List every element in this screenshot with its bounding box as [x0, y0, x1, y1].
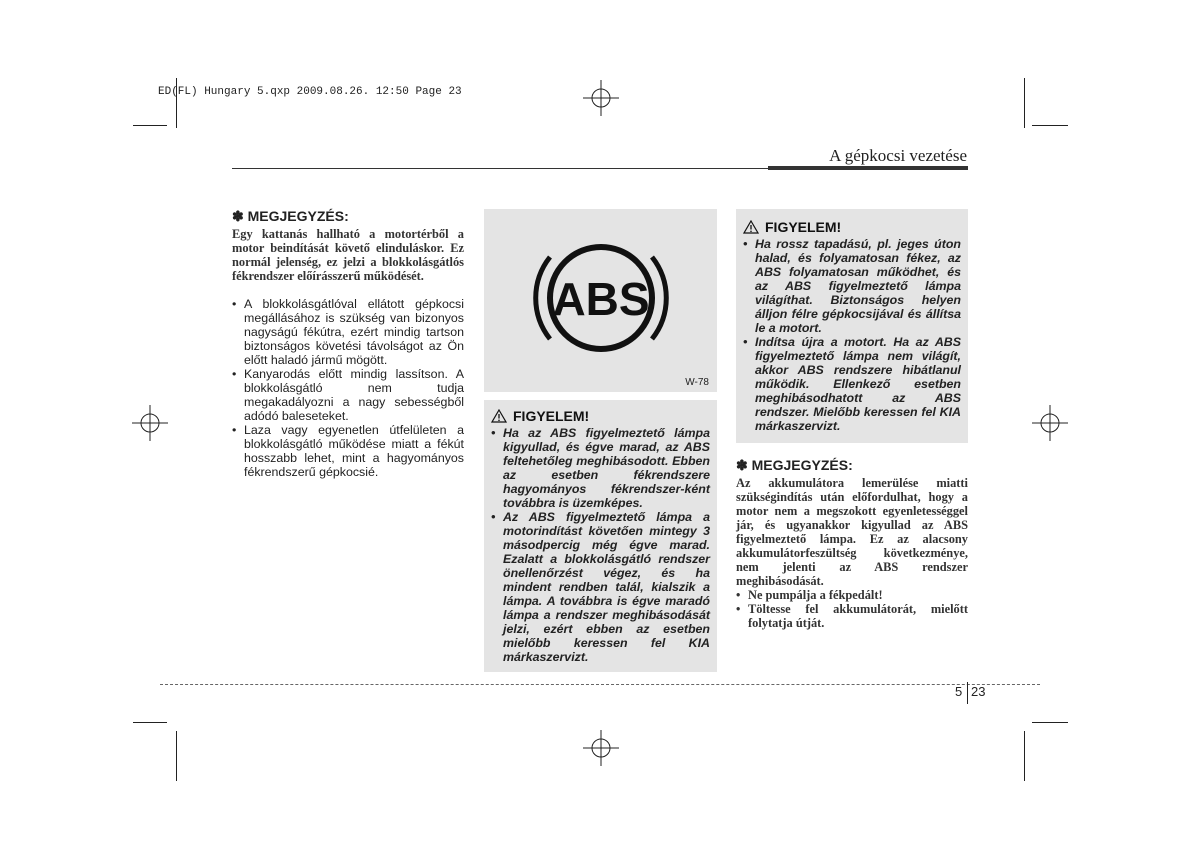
page-number-value: 23 — [971, 684, 986, 699]
bullet-icon: • — [491, 510, 496, 524]
list-item: • Ne pumpálja a fékpedált! — [736, 588, 883, 602]
crop-mark — [1024, 78, 1025, 128]
bullet-icon: • — [743, 237, 748, 251]
page-number — [955, 684, 986, 699]
list-item: • Indítsa újra a motort. Ha az ABS figyelmeztető lámpa nem világít, akkor ABS rendszere hibátlanul működik. Ellenkező esetben meghibásodhatott az ABS rendszer. Mielőbb keressen fel KIA márkaszervizt. — [743, 335, 961, 433]
registration-mark-icon — [583, 80, 619, 116]
chapter-number: 5 — [955, 684, 963, 699]
list-item: • Ha az ABS figyelmeztető lámpa kigyullad, és égve marad, az ABS feltehetőleg meghibásodott. Ebben az esetben fékrendszere hagyományos fékrendszer-ként továbbra is üzemképes. — [491, 426, 710, 510]
warning-box — [736, 209, 968, 443]
note-intro: Egy kattanás hallható a motortérből a motor beindítását követő elinduláskor. Ez normál jelenség, ez jelzi a blokkolásgátlós fékrendszer előírásszerű működését. — [232, 227, 464, 283]
list-item: • Ha rossz tapadású, pl. jeges úton halad, és folyamatosan fékez, az ABS folyamatosan működhet, és az ABS figyelmeztető lámpa világíthat. Biztonságos helyen álljon félre gépkocsijával és állítsa le a motort. — [743, 237, 961, 335]
crop-mark — [176, 731, 177, 781]
list-item: • Az ABS figyelmeztető lámpa a motorindítást követően mintegy 3 másodpercig még égve marad. Ezalatt a blokkolásgátló rendszer önellenőrzést végez, és ha mindent rendben talál, kialszik a lámpa. A továbbra is égve maradó lámpa a rendszer meghibásodását jelzi, ezért ebben az esetben mielőbb keressen fel KIA márkaszervizt. — [491, 510, 710, 664]
note-intro: Az akkumulátora lemerülése miatti szükségindítás után előfordulhat, hogy a motor nem a megszokott egyenletességgel jár, és ugyanakkor kigyullad az ABS figyelmeztető lámpa. Ez az alacsony akkumulátorfeszültség következménye, nem jelenti az ABS rendszer meghibásodását. — [736, 476, 968, 588]
bullet-icon: • — [232, 297, 237, 311]
list-item: • Kanyarodás előtt mindig lassítson. A blokkolásgátló nem tudja megakadályozni a nagy sebességből adódó baleseteket. — [232, 367, 464, 423]
right-note — [736, 457, 968, 630]
list-item: • A blokkolásgátlóval ellátott gépkocsi megállásához is szükség van bizonyos nagyságú fékútra, ezért mindig tartson biztonságos követési távolságot az Ön előtt haladó jármű mögött. — [232, 297, 464, 367]
bullet-icon: • — [491, 426, 496, 440]
warning-header — [491, 408, 710, 424]
crop-mark — [133, 125, 167, 126]
crop-mark — [1032, 125, 1068, 126]
warning-triangle-icon — [491, 409, 507, 423]
page-header-title: A gépkocsi vezetése — [829, 146, 967, 165]
abs-warning-icon — [484, 209, 717, 392]
figure-code: W-78 — [685, 377, 709, 388]
warning-bullet-list — [491, 426, 710, 664]
warning-header — [743, 219, 961, 235]
warning-box — [484, 400, 717, 672]
registration-mark-icon — [132, 405, 168, 441]
crop-mark — [133, 722, 167, 723]
print-slug: ED(FL) Hungary 5.qxp 2009.08.26. 12:50 Page 23 — [158, 86, 462, 98]
svg-text:ABS: ABS — [552, 273, 650, 325]
registration-mark-icon — [583, 730, 619, 766]
bullet-icon: • — [743, 335, 748, 349]
list-item: • Laza vagy egyenetlen útfelületen a blokkolásgátló működése miatt a fékút hosszabb lehet, mint a hagyományos fékrendszerű gépkocsié. — [232, 423, 464, 479]
bullet-icon: • — [232, 423, 237, 437]
header-bar — [768, 166, 968, 170]
note-bullet-list — [736, 588, 968, 630]
left-note — [232, 208, 464, 479]
crop-mark — [1032, 722, 1068, 723]
bullet-icon: • — [232, 367, 237, 381]
list-item: • Töltesse fel akkumulátorát, mielőtt folytatja útját. — [736, 602, 968, 630]
footer-dotted-rule — [160, 684, 1040, 685]
warning-title: FIGYELEM! — [513, 408, 590, 424]
warning-triangle-icon — [743, 220, 759, 234]
warning-bullet-list — [743, 237, 961, 433]
bullet-icon: • — [736, 602, 741, 616]
warning-title: FIGYELEM! — [765, 219, 842, 235]
note-title: ✽ MEGJEGYZÉS: — [736, 457, 853, 473]
note-title: ✽ MEGJEGYZÉS: — [232, 208, 349, 224]
note-bullet-list — [232, 297, 464, 479]
crop-mark — [1024, 731, 1025, 781]
registration-mark-icon — [1032, 405, 1068, 441]
bullet-icon: • — [736, 588, 741, 602]
abs-figure — [484, 209, 717, 392]
page-number-divider — [967, 682, 968, 704]
